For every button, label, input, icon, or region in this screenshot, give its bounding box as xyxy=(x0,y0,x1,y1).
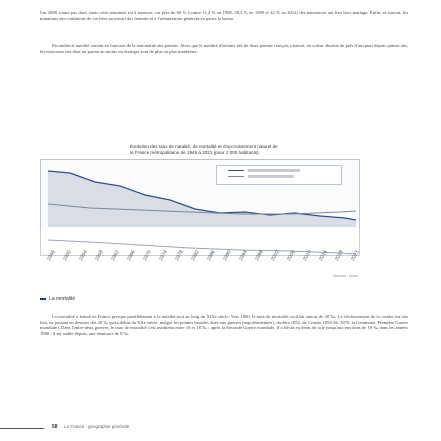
x-tick: 2006 xyxy=(286,249,297,262)
x-axis-ticks xyxy=(40,249,361,271)
x-tick: 2002 xyxy=(270,249,281,262)
legend-label-2-illegible xyxy=(248,175,294,178)
x-tick: 2018 xyxy=(334,249,345,262)
x-tick: 1974 xyxy=(158,249,169,262)
x-tick: 1962 xyxy=(110,249,121,262)
x-tick: 1990 xyxy=(222,249,233,262)
body-paragraph-3: La mortalité a baissé en France presque parallèlement à la natalité tout au long du XIXe siècle. Vers 1800, le taux de mortalité oscillait autour de 30 ‰. Le fléchissement de la courbe fut très lent, ne passant en dessous des 20 ‰ qu'au début du XXe siècle, malgré les pointes brutales dues aux guerres (napoléoniennes), choléra 1832, de Crimée 1854-56, 1870, la Commune, Première Guerre mondiale). Dans l'entre-deux guerres, le taux de mortalité s'est maintenu entre 16 et 18 ‰ ; après la Seconde Guerre mondiale, il a fléchi en dents de scie jusqu'aux environs de 10 ‰ dans les années 1980 ; il est stable depuis, aux alentours de 9 ‰. xyxy=(40,314,408,336)
page-footer xyxy=(0,423,441,435)
x-tick: 1982 xyxy=(190,249,201,262)
page-number: 58 xyxy=(52,424,58,430)
x-tick: 2010 xyxy=(302,249,313,262)
x-tick: 1994 xyxy=(238,249,249,262)
x-tick: 1998 xyxy=(254,249,265,262)
legend-swatch-1 xyxy=(228,170,244,171)
legend-swatch-2 xyxy=(228,176,244,177)
figure-caption-line-2: la France métropolitaine de 1946 à 2021 (pour 1 000 habitants) xyxy=(130,149,259,155)
section-title: La mortalité xyxy=(49,296,76,302)
x-tick: 1986 xyxy=(206,249,217,262)
figure-caption-line-1: Évolution des taux de natalité, de mortalité et d'accroissement naturel de xyxy=(130,144,278,149)
x-tick: 2021 xyxy=(350,249,361,262)
body-paragraph-2: Fécondité et natalité varient en fonction de la nationalité des parents. Alors que le nombre d'enfants nés de deux parents français a baissé, en valeur absolue de près d'un quart depuis quinze ans, les nouveaux nés dont un parent au moins est étranger sont de plus en plus nombreux. xyxy=(40,43,408,54)
body-paragraph-1: l'an 2000 n'aura pas duré, mais cette remontée est à nuancer, car près de 60 % (contre 11,4 % en 1980, 28,2 % en 1989 et 42 % en 2012) des naissances ont lieu hors mariage. Enfin, et surtout, les mutations des conditions de vie liées au travail des femmes et à l'urbanisation génèrent en partie la baisse. xyxy=(40,10,408,21)
x-tick: 1954 xyxy=(78,249,89,262)
x-tick: 1950 xyxy=(62,249,73,262)
x-tick: 1958 xyxy=(94,249,105,262)
x-tick: 1966 xyxy=(126,249,137,262)
x-tick: 2014 xyxy=(318,249,329,262)
section-bullet-icon xyxy=(40,298,46,300)
footer-rule xyxy=(0,428,44,429)
running-title: La France : géographie générale xyxy=(64,424,130,429)
x-tick: 1946 xyxy=(46,249,57,262)
x-tick: 1978 xyxy=(174,249,185,262)
legend-label-1-illegible xyxy=(248,169,300,172)
chart-source: Sources : Insee xyxy=(333,274,358,278)
section-heading xyxy=(40,296,75,302)
x-tick: 1970 xyxy=(142,249,153,262)
